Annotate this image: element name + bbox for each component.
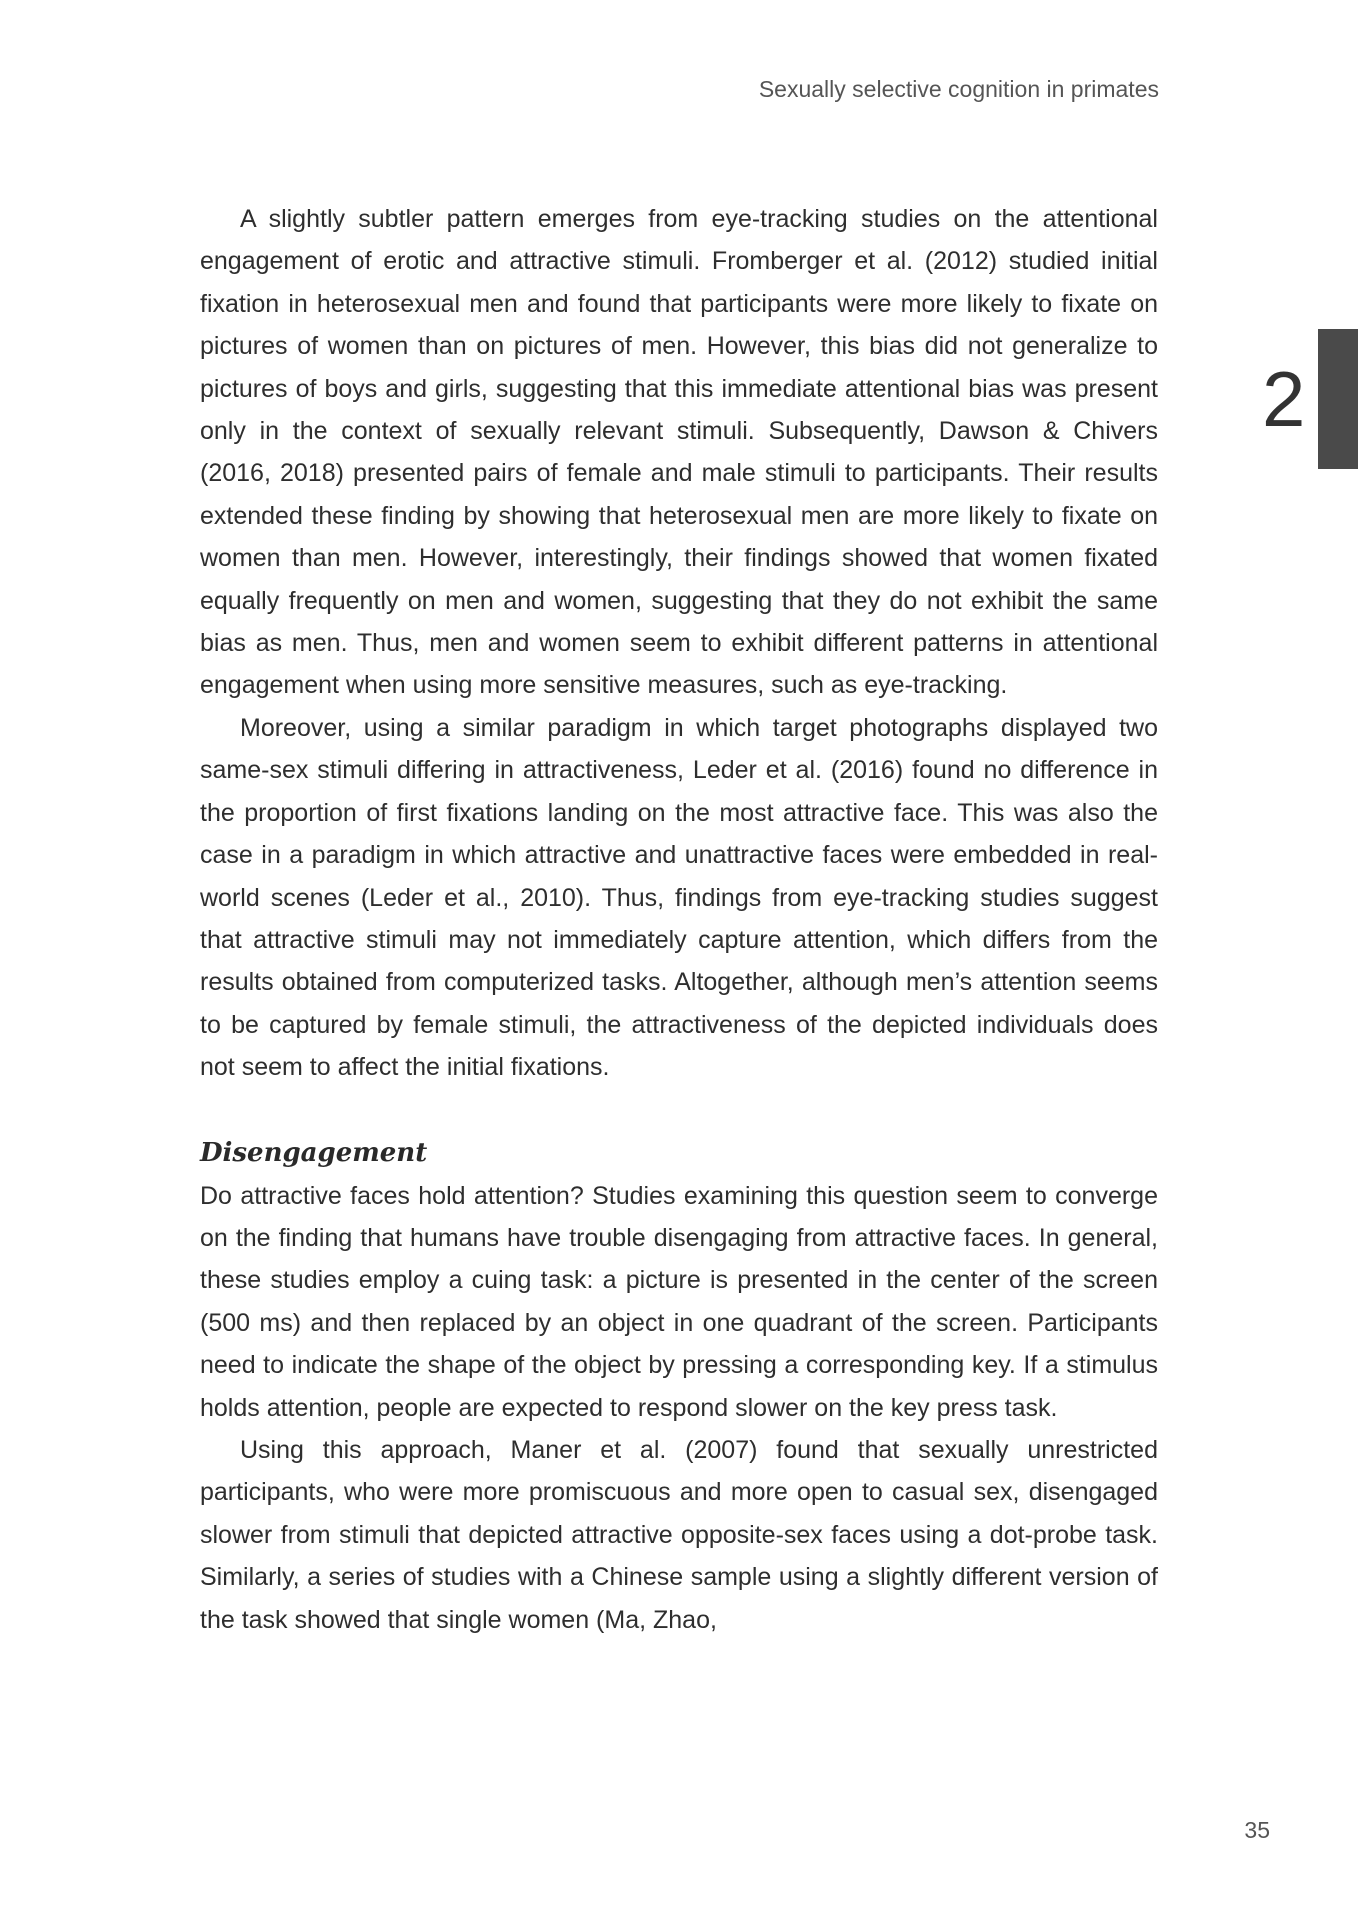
- chapter-tab: [1318, 329, 1358, 469]
- paragraph: Using this approach, Maner et al. (2007) found that sexually unrestricted participants, who were more promiscuous and more open to casual sex, disengaged slower from stimuli that depicted attractive opposite-sex faces using a dot-probe task. Similarly, a series of studies with a Chinese sample using a slightly different version of the task showed that single women (Ma, Zhao,: [200, 1435, 1158, 1634]
- paragraph: Do attractive faces hold attention? Studies examining this question seem to converge on the finding that humans have trouble disengaging from attractive faces. In general, these studies employ a cuing task: a picture is presented in the center of the screen (500 ms) and then replaced by an object in one quadrant of the screen. Participants need to indicate the shape of the object by pressing a corresponding key. If a stimulus holds attention, people are expected to respond slower on the key press task.: [200, 1181, 1158, 1422]
- body-text: [200, 198, 1158, 1641]
- paragraph: A slightly subtler pattern emerges from eye-tracking studies on the attentional engagement of erotic and attractive stimuli. Fromberger et al. (2012) studied initial fixation in heterosexual men and found that participants were more likely to fixate on pictures of women than on pictures of men. However, this bias did not generalize to pictures of boys and girls, suggesting that this immediate attentional bias was present only in the context of sexually relevant stimuli. Subsequently, Dawson & Chivers (2016, 2018) presented pairs of female and male stimuli to participants. Their results extended these finding by showing that heterosexual men are more likely to fixate on women than men. However, interestingly, their findings showed that women fixated equally frequently on men and women, suggesting that they do not exhibit the same bias as men. Thus, men and women seem to exhibit different patterns in attentional engagement when using more sensitive measures, such as eye-tracking.: [200, 205, 1158, 700]
- page-number: 35: [1244, 1817, 1270, 1843]
- chapter-number: 2: [1262, 355, 1306, 443]
- section-heading: Disengagement: [200, 1137, 428, 1168]
- running-header: Sexually selective cognition in primates: [758, 76, 1159, 102]
- paragraph: Moreover, using a similar paradigm in which target photographs displayed two same-sex stimuli differing in attractiveness, Leder et al. (2016) found no difference in the proportion of first fixations landing on the most attractive face. This was also the case in a paradigm in which attractive and unattractive faces were embedded in real-world scenes (Leder et al., 2010). Thus, findings from eye-tracking studies suggest that attractive stimuli may not immediately capture attention, which differs from the results obtained from computerized tasks. Altogether, although men’s attention seems to be captured by female stimuli, the attractiveness of the depicted individuals does not seem to affect the initial fixations.: [200, 713, 1158, 1082]
